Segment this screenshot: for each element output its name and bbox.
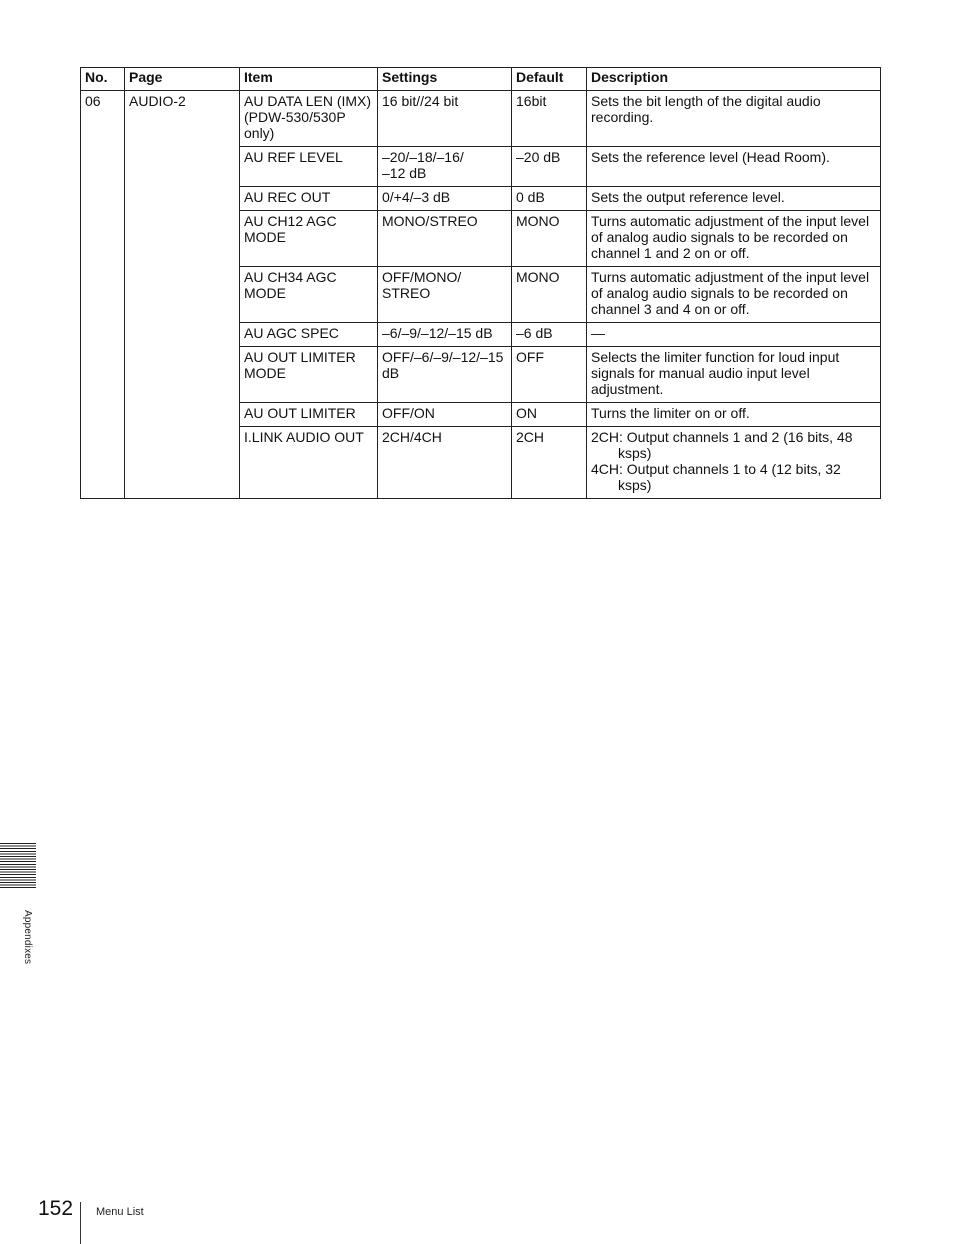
cell-item-line: only) xyxy=(244,125,275,141)
table-body xyxy=(81,91,881,499)
cell-settings xyxy=(378,323,512,347)
description-line: Selects the limiter function for loud input xyxy=(591,349,840,365)
cell-item xyxy=(240,91,378,147)
header-description: Description xyxy=(587,68,881,91)
cell-settings-line: STREO xyxy=(382,285,431,301)
cell-settings-line: –20/–18/–16/ xyxy=(382,149,464,165)
description-line: channel 3 and 4 on or off. xyxy=(591,301,750,317)
cell-settings-line: OFF/–6/–9/–12/–15 xyxy=(382,349,504,365)
cell-description xyxy=(587,147,881,187)
description-line: of analog audio signals to be recorded on xyxy=(591,285,848,301)
section-label: Appendixes xyxy=(22,910,33,965)
cell-settings-line: 0/+4/–3 dB xyxy=(382,189,451,205)
cell-description xyxy=(587,347,881,403)
cell-default: –6 dB xyxy=(512,323,587,347)
menu-table xyxy=(80,67,881,499)
cell-item xyxy=(240,211,378,267)
description-line: Turns automatic adjustment of the input level xyxy=(591,269,870,285)
cell-description xyxy=(587,211,881,267)
cell-default: MONO xyxy=(512,267,587,323)
section-tab-marker xyxy=(0,843,36,890)
footer-divider xyxy=(80,1202,81,1244)
description-line: Sets the bit length of the digital audio xyxy=(591,93,821,109)
cell-settings xyxy=(378,403,512,427)
table-header-row xyxy=(81,68,881,91)
cell-settings-line: –6/–9/–12/–15 dB xyxy=(382,325,493,341)
header-settings: Settings xyxy=(378,68,512,91)
cell-item xyxy=(240,427,378,499)
cell-item xyxy=(240,347,378,403)
cell-item-line: AU OUT LIMITER xyxy=(244,349,356,365)
cell-item-line: I.LINK AUDIO OUT xyxy=(244,429,364,445)
cell-settings xyxy=(378,187,512,211)
cell-settings xyxy=(378,147,512,187)
cell-default: 2CH xyxy=(512,427,587,499)
header-item: Item xyxy=(240,68,378,91)
header-page: Page xyxy=(125,68,240,91)
description-line: recording. xyxy=(591,109,654,125)
description-entry: 2CH: Output channels 1 and 2 (16 bits, 48 ksps) xyxy=(591,429,853,461)
description-line: adjustment. xyxy=(591,381,664,397)
cell-settings-line: MONO/STREO xyxy=(382,213,478,229)
cell-description xyxy=(587,403,881,427)
cell-item xyxy=(240,323,378,347)
cell-item xyxy=(240,267,378,323)
cell-item-line: AU DATA LEN (IMX) xyxy=(244,93,372,109)
header-default: Default xyxy=(512,68,587,91)
description-line: signals for manual audio input level xyxy=(591,365,810,381)
cell-item-line: AU CH34 AGC xyxy=(244,269,337,285)
description-line: Turns automatic adjustment of the input level xyxy=(591,213,870,229)
cell-settings-line: –12 dB xyxy=(382,165,427,181)
cell-description xyxy=(587,267,881,323)
cell-settings-line: 16 bit//24 bit xyxy=(382,93,459,109)
cell-settings xyxy=(378,267,512,323)
cell-description xyxy=(587,427,881,499)
cell-description xyxy=(587,91,881,147)
cell-item xyxy=(240,147,378,187)
description-line: Turns the limiter on or off. xyxy=(591,405,750,421)
cell-item xyxy=(240,403,378,427)
description-line: Sets the reference level (Head Room). xyxy=(591,149,830,165)
cell-description xyxy=(587,187,881,211)
cell-item-line: AU OUT LIMITER xyxy=(244,405,356,421)
description-line: channel 1 and 2 on or off. xyxy=(591,245,750,261)
cell-default: 0 dB xyxy=(512,187,587,211)
cell-default: –20 dB xyxy=(512,147,587,187)
table-row xyxy=(81,91,881,147)
page-number: 152 xyxy=(38,1197,74,1220)
cell-item xyxy=(240,187,378,211)
cell-no: 06 xyxy=(81,91,125,499)
description-line: — xyxy=(591,325,605,341)
cell-settings xyxy=(378,91,512,147)
cell-settings xyxy=(378,347,512,403)
cell-item-line: (PDW-530/530P xyxy=(244,109,346,125)
cell-item-line: MODE xyxy=(244,365,286,381)
cell-item-line: MODE xyxy=(244,229,286,245)
cell-item-line: AU AGC SPEC xyxy=(244,325,339,341)
cell-item-line: AU REF LEVEL xyxy=(244,149,343,165)
cell-settings xyxy=(378,211,512,267)
description-line: of analog audio signals to be recorded on xyxy=(591,229,848,245)
cell-settings-line: 2CH/4CH xyxy=(382,429,442,445)
cell-description xyxy=(587,323,881,347)
cell-default: 16bit xyxy=(512,91,587,147)
cell-item-line: MODE xyxy=(244,285,286,301)
cell-default: OFF xyxy=(512,347,587,403)
cell-item-line: AU CH12 AGC xyxy=(244,213,337,229)
cell-page: AUDIO-2 xyxy=(125,91,240,499)
cell-settings-line: OFF/ON xyxy=(382,405,435,421)
cell-item-line: AU REC OUT xyxy=(244,189,331,205)
footer-section-title: Menu List xyxy=(96,1206,144,1218)
cell-settings-line: OFF/MONO/ xyxy=(382,269,462,285)
description-line: Sets the output reference level. xyxy=(591,189,785,205)
cell-settings-line: dB xyxy=(382,365,400,381)
cell-default: ON xyxy=(512,403,587,427)
header-no: No. xyxy=(81,68,125,91)
description-entry: 4CH: Output channels 1 to 4 (12 bits, 32 ksps) xyxy=(591,461,841,493)
cell-settings xyxy=(378,427,512,499)
cell-default: MONO xyxy=(512,211,587,267)
